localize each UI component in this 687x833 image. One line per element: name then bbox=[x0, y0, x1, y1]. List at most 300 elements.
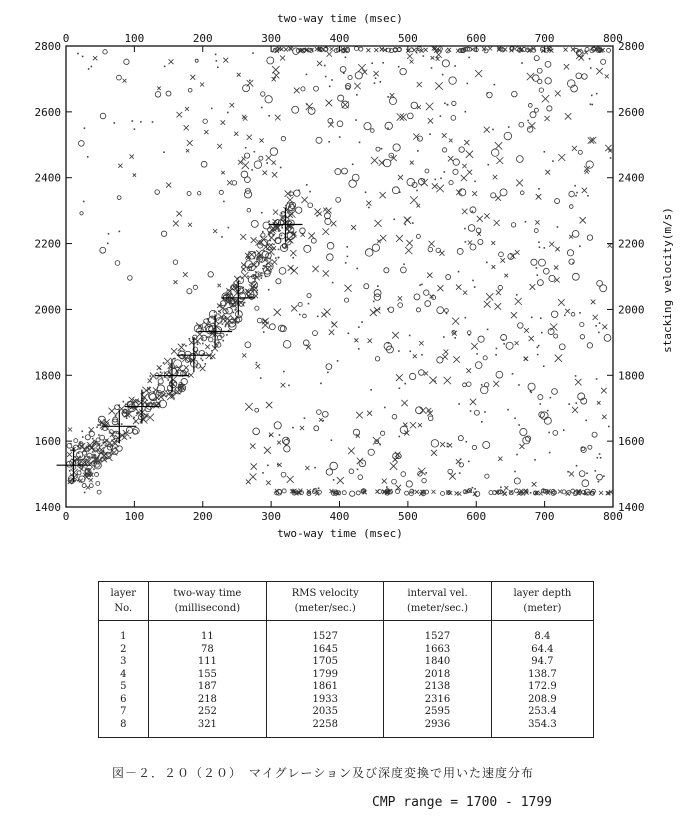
semblance-mark bbox=[133, 430, 138, 435]
semblance-mark bbox=[520, 191, 524, 195]
semblance-mark bbox=[534, 459, 536, 461]
semblance-mark bbox=[387, 127, 389, 129]
semblance-mark bbox=[600, 457, 602, 459]
semblance-mark bbox=[493, 175, 497, 179]
semblance-mark bbox=[515, 341, 519, 345]
semblance-mark bbox=[537, 68, 542, 73]
semblance-mark bbox=[364, 123, 371, 130]
semblance-mark bbox=[452, 318, 459, 325]
semblance-mark bbox=[214, 311, 216, 313]
semblance-mark bbox=[605, 145, 611, 151]
semblance-mark bbox=[472, 487, 474, 489]
column-header bbox=[384, 582, 491, 621]
semblance-mark bbox=[585, 420, 587, 422]
semblance-mark bbox=[582, 188, 587, 193]
semblance-mark bbox=[442, 60, 449, 67]
semblance-mark bbox=[82, 56, 84, 58]
y-axis-title-right: stacking velocity(m/s) bbox=[661, 207, 674, 353]
column-header bbox=[267, 582, 384, 621]
semblance-mark bbox=[247, 208, 251, 212]
semblance-mark bbox=[318, 487, 320, 489]
semblance-mark bbox=[262, 318, 268, 324]
semblance-mark bbox=[322, 411, 328, 417]
semblance-mark bbox=[331, 79, 333, 81]
semblance-mark bbox=[527, 120, 529, 122]
semblance-mark bbox=[432, 183, 438, 189]
semblance-mark bbox=[96, 481, 100, 485]
semblance-mark bbox=[314, 467, 316, 469]
semblance-mark bbox=[261, 92, 265, 96]
semblance-mark bbox=[220, 329, 222, 331]
semblance-mark bbox=[116, 432, 118, 434]
semblance-mark bbox=[576, 192, 578, 194]
semblance-mark bbox=[425, 301, 431, 307]
semblance-mark bbox=[327, 242, 334, 249]
semblance-mark bbox=[565, 113, 571, 119]
semblance-mark bbox=[478, 239, 483, 244]
semblance-mark bbox=[474, 286, 476, 288]
semblance-mark bbox=[424, 48, 428, 52]
semblance-mark bbox=[444, 349, 449, 354]
semblance-mark bbox=[425, 472, 427, 474]
semblance-mark bbox=[431, 490, 435, 494]
semblance-mark bbox=[133, 173, 136, 176]
semblance-mark bbox=[100, 424, 102, 426]
semblance-mark bbox=[169, 59, 174, 64]
semblance-mark bbox=[82, 484, 86, 488]
velocity-pick-3 bbox=[125, 390, 159, 424]
semblance-mark bbox=[463, 383, 467, 387]
semblance-mark bbox=[188, 373, 190, 375]
semblance-mark bbox=[495, 142, 503, 150]
semblance-mark bbox=[158, 384, 160, 386]
semblance-mark bbox=[356, 412, 363, 419]
semblance-mark bbox=[337, 477, 344, 484]
semblance-mark bbox=[190, 75, 195, 80]
semblance-mark bbox=[259, 156, 263, 160]
semblance-mark bbox=[440, 442, 445, 447]
semblance-mark bbox=[481, 421, 483, 423]
semblance-mark bbox=[582, 480, 589, 487]
y-tick-label-left: 1600 bbox=[34, 435, 61, 449]
semblance-mark bbox=[163, 362, 165, 364]
semblance-mark bbox=[514, 489, 518, 493]
semblance-mark bbox=[355, 119, 357, 121]
semblance-mark bbox=[357, 469, 359, 471]
column-header-line: (meter/sec.) bbox=[294, 603, 356, 614]
semblance-mark bbox=[552, 389, 558, 395]
semblance-mark bbox=[266, 480, 271, 485]
semblance-mark bbox=[524, 356, 528, 360]
semblance-mark bbox=[554, 265, 558, 269]
semblance-mark bbox=[406, 481, 412, 487]
semblance-mark bbox=[232, 181, 237, 186]
table-cell: 187 bbox=[148, 681, 267, 694]
semblance-mark bbox=[262, 322, 269, 329]
semblance-mark bbox=[582, 74, 588, 80]
semblance-mark bbox=[597, 401, 601, 405]
semblance-mark bbox=[468, 225, 475, 232]
semblance-mark bbox=[537, 280, 543, 286]
semblance-mark bbox=[504, 132, 512, 140]
semblance-mark bbox=[325, 76, 327, 78]
column-header-line: two-way time bbox=[173, 588, 242, 599]
semblance-mark bbox=[281, 227, 283, 229]
semblance-mark bbox=[375, 77, 377, 79]
semblance-mark bbox=[219, 190, 223, 194]
semblance-mark bbox=[449, 139, 453, 143]
semblance-mark bbox=[459, 472, 461, 474]
semblance-mark bbox=[184, 125, 189, 130]
semblance-mark bbox=[254, 258, 256, 260]
semblance-mark bbox=[392, 414, 397, 419]
semblance-mark bbox=[303, 314, 307, 318]
semblance-mark bbox=[274, 422, 281, 429]
semblance-mark bbox=[404, 383, 406, 385]
semblance-mark bbox=[465, 241, 467, 243]
semblance-mark bbox=[509, 491, 513, 495]
semblance-mark bbox=[300, 228, 306, 234]
semblance-mark bbox=[569, 259, 574, 264]
semblance-mark bbox=[384, 268, 389, 273]
semblance-mark bbox=[215, 54, 217, 56]
semblance-mark bbox=[204, 130, 208, 134]
semblance-mark bbox=[545, 170, 550, 175]
semblance-mark bbox=[579, 312, 581, 314]
semblance-mark bbox=[564, 315, 566, 317]
semblance-mark bbox=[304, 245, 311, 252]
semblance-mark bbox=[261, 275, 263, 277]
semblance-mark bbox=[296, 207, 302, 213]
semblance-mark bbox=[493, 381, 499, 387]
semblance-mark bbox=[529, 336, 534, 341]
semblance-mark bbox=[516, 156, 523, 163]
semblance-mark bbox=[456, 284, 461, 289]
semblance-mark bbox=[372, 244, 379, 251]
semblance-mark bbox=[193, 285, 197, 289]
semblance-mark bbox=[243, 85, 250, 92]
semblance-mark bbox=[448, 443, 452, 447]
semblance-mark bbox=[443, 336, 445, 338]
semblance-mark bbox=[273, 210, 278, 215]
semblance-mark bbox=[558, 299, 565, 306]
semblance-mark bbox=[261, 212, 263, 214]
semblance-mark bbox=[136, 412, 138, 414]
semblance-mark bbox=[346, 246, 348, 248]
semblance-mark bbox=[558, 490, 562, 494]
semblance-mark bbox=[572, 146, 577, 151]
semblance-mark bbox=[279, 268, 286, 275]
semblance-mark bbox=[390, 462, 397, 469]
semblance-mark bbox=[135, 421, 137, 423]
semblance-mark bbox=[132, 120, 134, 122]
semblance-mark bbox=[446, 275, 451, 280]
semblance-mark bbox=[511, 223, 515, 227]
x-tick-label-top: 500 bbox=[397, 32, 418, 45]
semblance-mark bbox=[539, 88, 543, 92]
semblance-mark bbox=[472, 445, 476, 449]
semblance-mark bbox=[331, 221, 337, 227]
semblance-mark bbox=[300, 426, 304, 430]
y-tick-label-left: 2400 bbox=[34, 171, 61, 185]
semblance-mark bbox=[117, 446, 123, 452]
semblance-mark bbox=[540, 317, 542, 319]
semblance-mark bbox=[317, 410, 322, 415]
semblance-mark bbox=[83, 451, 87, 455]
semblance-mark bbox=[421, 284, 423, 286]
x-tick-label-top: 300 bbox=[261, 32, 282, 45]
semblance-mark bbox=[514, 417, 516, 419]
semblance-mark bbox=[187, 140, 193, 146]
table-cell: 1527 bbox=[267, 621, 384, 644]
semblance-mark bbox=[217, 284, 221, 288]
semblance-mark bbox=[407, 113, 413, 119]
semblance-mark bbox=[401, 472, 406, 477]
semblance-mark bbox=[530, 284, 536, 290]
semblance-mark bbox=[465, 441, 467, 443]
table-cell: 253.4 bbox=[491, 706, 593, 719]
x-axis-title-bottom: two-way time (msec) bbox=[277, 527, 403, 540]
table-cell: 8.4 bbox=[491, 621, 593, 644]
semblance-mark bbox=[93, 56, 97, 60]
semblance-mark bbox=[602, 415, 606, 419]
semblance-mark bbox=[358, 64, 365, 71]
y-tick-label-right: 2000 bbox=[618, 303, 645, 317]
semblance-mark bbox=[354, 338, 358, 342]
semblance-mark bbox=[200, 366, 206, 372]
semblance-mark bbox=[344, 298, 348, 302]
semblance-mark bbox=[223, 201, 225, 203]
semblance-mark bbox=[84, 456, 86, 458]
semblance-mark bbox=[325, 218, 331, 224]
semblance-mark bbox=[392, 332, 399, 339]
semblance-mark bbox=[431, 440, 438, 447]
semblance-mark bbox=[173, 221, 179, 227]
semblance-mark bbox=[494, 220, 500, 226]
semblance-mark bbox=[345, 56, 347, 58]
semblance-mark bbox=[458, 436, 463, 441]
semblance-mark bbox=[549, 242, 554, 247]
semblance-mark bbox=[575, 375, 577, 377]
semblance-mark bbox=[130, 154, 134, 158]
semblance-mark bbox=[597, 474, 603, 480]
semblance-mark bbox=[416, 204, 420, 208]
semblance-mark bbox=[242, 115, 246, 119]
semblance-mark bbox=[417, 105, 421, 109]
semblance-mark bbox=[243, 268, 245, 270]
semblance-mark bbox=[467, 331, 471, 335]
semblance-mark bbox=[500, 486, 502, 488]
semblance-mark bbox=[451, 115, 456, 120]
x-tick-label-top: 800 bbox=[603, 32, 623, 45]
semblance-mark bbox=[468, 489, 472, 493]
semblance-mark bbox=[226, 307, 233, 314]
semblance-mark bbox=[287, 212, 293, 218]
semblance-mark bbox=[319, 418, 323, 422]
semblance-mark bbox=[164, 66, 166, 68]
semblance-mark bbox=[95, 472, 99, 476]
semblance-mark bbox=[194, 338, 201, 345]
semblance-mark bbox=[263, 222, 270, 229]
semblance-mark bbox=[398, 436, 400, 438]
semblance-mark bbox=[486, 293, 493, 300]
semblance-mark bbox=[531, 259, 537, 265]
semblance-mark bbox=[530, 112, 536, 118]
semblance-mark bbox=[387, 48, 391, 52]
semblance-mark bbox=[261, 233, 265, 237]
semblance-mark bbox=[462, 209, 468, 215]
semblance-mark bbox=[272, 161, 276, 165]
semblance-mark bbox=[474, 410, 479, 415]
semblance-mark bbox=[410, 161, 414, 165]
column-header-line: layer bbox=[110, 588, 137, 599]
semblance-mark bbox=[424, 371, 428, 375]
semblance-mark bbox=[203, 119, 207, 123]
semblance-mark bbox=[580, 335, 584, 339]
semblance-mark bbox=[477, 216, 483, 222]
semblance-mark bbox=[262, 170, 267, 175]
semblance-mark bbox=[464, 111, 466, 113]
semblance-mark bbox=[306, 74, 308, 76]
x-tick-label-bottom: 700 bbox=[534, 510, 555, 523]
semblance-mark bbox=[123, 79, 127, 83]
semblance-mark bbox=[566, 492, 570, 496]
semblance-mark bbox=[263, 331, 265, 333]
semblance-mark bbox=[472, 280, 474, 282]
semblance-mark bbox=[84, 492, 86, 494]
semblance-mark bbox=[247, 135, 252, 140]
semblance-mark bbox=[222, 340, 224, 342]
semblance-mark bbox=[330, 47, 334, 51]
semblance-mark bbox=[455, 491, 459, 495]
semblance-mark bbox=[273, 244, 275, 246]
semblance-mark bbox=[512, 373, 514, 375]
semblance-mark bbox=[167, 393, 169, 395]
semblance-mark bbox=[150, 375, 152, 377]
semblance-mark bbox=[428, 247, 433, 252]
semblance-mark bbox=[207, 336, 209, 338]
semblance-mark bbox=[459, 147, 464, 152]
semblance-mark bbox=[587, 235, 592, 240]
semblance-mark bbox=[189, 338, 191, 340]
semblance-mark bbox=[537, 347, 539, 349]
semblance-mark bbox=[266, 162, 268, 164]
semblance-mark bbox=[262, 472, 264, 474]
semblance-mark bbox=[567, 250, 573, 256]
semblance-mark bbox=[511, 312, 517, 318]
semblance-mark bbox=[498, 457, 502, 461]
semblance-mark bbox=[337, 121, 343, 127]
semblance-mark bbox=[400, 68, 407, 75]
semblance-mark bbox=[164, 358, 171, 365]
semblance-mark bbox=[173, 358, 175, 360]
semblance-mark bbox=[228, 227, 230, 229]
semblance-mark bbox=[576, 465, 578, 467]
semblance-mark bbox=[602, 324, 607, 329]
semblance-mark bbox=[459, 189, 466, 196]
semblance-mark bbox=[487, 164, 489, 166]
semblance-mark bbox=[308, 303, 310, 305]
semblance-mark bbox=[374, 48, 378, 52]
table-cell: 64.4 bbox=[491, 644, 593, 657]
semblance-mark bbox=[279, 434, 281, 436]
semblance-mark bbox=[339, 136, 341, 138]
semblance-mark bbox=[204, 363, 206, 365]
semblance-mark bbox=[356, 94, 358, 96]
x-tick-label-bottom: 400 bbox=[329, 510, 350, 523]
semblance-mark bbox=[152, 121, 154, 123]
semblance-mark bbox=[277, 441, 281, 445]
x-tick-label-bottom: 600 bbox=[466, 510, 487, 523]
semblance-mark bbox=[557, 226, 559, 228]
semblance-mark bbox=[158, 379, 163, 384]
semblance-mark bbox=[587, 195, 589, 197]
semblance-mark bbox=[100, 247, 106, 253]
semblance-mark bbox=[519, 444, 524, 449]
semblance-mark bbox=[257, 258, 259, 260]
semblance-mark bbox=[270, 148, 278, 156]
semblance-mark bbox=[459, 463, 463, 467]
semblance-mark bbox=[550, 397, 552, 399]
semblance-mark bbox=[244, 191, 251, 198]
semblance-mark bbox=[373, 301, 375, 303]
semblance-mark bbox=[137, 401, 139, 403]
semblance-mark bbox=[176, 112, 182, 118]
semblance-mark bbox=[281, 383, 286, 388]
semblance-mark bbox=[452, 101, 456, 105]
semblance-mark bbox=[275, 115, 281, 121]
semblance-mark bbox=[545, 61, 551, 67]
semblance-mark bbox=[390, 93, 395, 98]
semblance-mark bbox=[515, 250, 520, 255]
table-cell: 1645 bbox=[267, 644, 384, 657]
semblance-mark bbox=[340, 66, 346, 72]
column-header-line: No. bbox=[114, 603, 133, 614]
semblance-mark bbox=[370, 129, 374, 133]
semblance-mark bbox=[358, 348, 360, 350]
semblance-mark bbox=[292, 427, 294, 429]
semblance-mark bbox=[431, 56, 435, 60]
semblance-mark bbox=[249, 80, 251, 82]
semblance-mark bbox=[491, 241, 495, 245]
semblance-mark bbox=[332, 322, 334, 324]
cmp-range: CMP range = 1700 - 1799 bbox=[372, 795, 553, 810]
semblance-mark bbox=[160, 371, 162, 373]
semblance-mark bbox=[133, 417, 135, 419]
semblance-mark bbox=[516, 454, 518, 456]
semblance-mark bbox=[558, 154, 565, 161]
table-cell: 4 bbox=[99, 669, 149, 682]
semblance-mark bbox=[431, 67, 433, 69]
semblance-mark bbox=[335, 169, 341, 175]
semblance-mark bbox=[349, 180, 357, 188]
semblance-mark bbox=[98, 434, 100, 436]
semblance-mark bbox=[89, 478, 93, 482]
semblance-mark bbox=[534, 229, 538, 233]
semblance-mark bbox=[317, 490, 321, 494]
semblance-mark bbox=[516, 294, 518, 296]
semblance-mark bbox=[118, 164, 122, 168]
semblance-mark bbox=[382, 62, 384, 64]
semblance-mark bbox=[555, 90, 561, 96]
semblance-mark bbox=[174, 280, 178, 284]
semblance-mark bbox=[567, 471, 569, 473]
semblance-mark bbox=[518, 323, 524, 329]
semblance-mark bbox=[576, 73, 582, 79]
semblance-mark bbox=[366, 48, 370, 52]
semblance-mark bbox=[496, 290, 501, 295]
column-header-line: (meter/sec.) bbox=[406, 603, 469, 614]
